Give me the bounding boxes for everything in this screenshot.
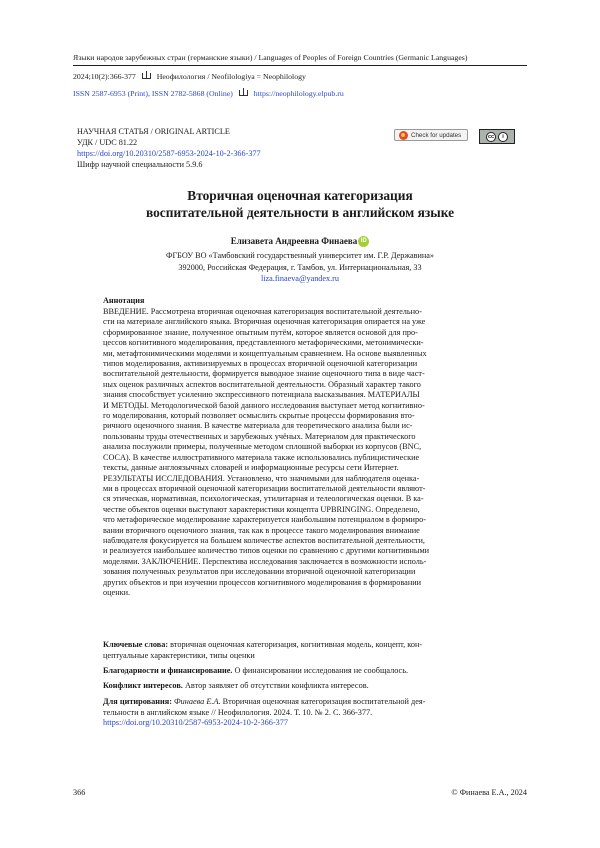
abstract-line: ных оценок различных аспектов воспитательной деятельности. Образный характер такого (103, 380, 498, 390)
abstract-line: других объектов и при изучении процессов когнитивного моделирования в формировании (103, 578, 498, 588)
article-title-line-1: Вторичная оценочная категоризация (0, 187, 600, 204)
specialty-code: Шифр научной специальности 5.9.6 (77, 160, 202, 171)
doi-link[interactable]: https://doi.org/10.20310/2587-6953-2024-10-2-366-377 (77, 149, 261, 160)
abstract-line: пользованы труды отечественных и зарубежных учёных. Материалом для практического (103, 432, 498, 442)
abstract-line: сформированное знание, полученное опытным путём, которое является основой для про- (103, 328, 498, 338)
abstract-line: знания способствует усилению экспрессивного потенциала высказывания. МАТЕРИАЛЫ (103, 390, 498, 400)
book-icon (239, 90, 248, 96)
citation-author: Финаева Е.А. (174, 697, 221, 706)
issue-number: 2024;10(2):366-377 (73, 72, 136, 81)
abstract-line: го моделирования, который позволяет осмыслить скрытые процессы формирования вто- (103, 411, 498, 421)
abstract-line: тексты, данные англоязычных словарей и информационные ресурсы сети Интернет. (103, 463, 498, 473)
copyright: © Финаева Е.А., 2024 (430, 788, 527, 799)
keywords-line-2: цептуальные характеристики, типы оценки (103, 651, 498, 661)
acknowledgments-text: О финансировании исследования не сообщалось. (235, 666, 409, 675)
journal-series-line: Языки народов зарубежных стран (германские языки) / Languages of Peoples of Foreign Countries (Germanic Languages) (73, 53, 467, 63)
author-name: Елизавета Андреевна Финаева (231, 236, 357, 246)
abstract-line: типов моделирования, активизируемых в процессах вторичной оценочной категоризации (103, 359, 498, 369)
abstract-line: ВВЕДЕНИЕ. Рассмотрена вторичная оценочная категоризация воспитательной деятельно- (103, 307, 498, 317)
abstract-line: И МЕТОДЫ. Методологической базой данного исследования выступает метод когнитивно- (103, 401, 498, 411)
abstract-line: ми, метафтонимическими моделями и концептуальным сравнением. На основе выявленных (103, 349, 498, 359)
abstract-line: ричного оценочного знания. В качестве материала для теоретического анализа были ис- (103, 421, 498, 431)
page-number: 366 (73, 788, 85, 799)
creative-commons-badge[interactable] (479, 129, 515, 144)
conflict-text: Автор заявляет об отсутствии конфликта интересов. (185, 681, 369, 690)
crossmark-icon (399, 131, 408, 140)
issn-line (73, 89, 344, 99)
abstract-line: наблюдателя фокусируется на большем количестве аспектов воспитательной деятельности, (103, 536, 498, 546)
article-title-line-2: воспитательной деятельности в английском языке (0, 204, 600, 221)
keywords-line-1 (103, 640, 498, 650)
issue-line (73, 72, 306, 82)
abstract-line: воспитательной деятельности, формируется выводное знание оценочного типа в виде част- (103, 369, 498, 379)
udc: УДК / UDC 81.22 (77, 138, 137, 149)
check-for-updates-button[interactable] (394, 129, 468, 141)
author-email[interactable]: liza.finaeva@yandex.ru (0, 274, 600, 285)
abstract-line: вании вторичного оценочного знания, так как в процессе такого моделирования внимание (103, 526, 498, 536)
journal-name: Неофилология / Neofilologiya = Neophilology (157, 72, 306, 81)
abstract-line: оценки. (103, 588, 498, 598)
author-line (0, 236, 600, 247)
check-for-updates-label: Check for updates (411, 132, 461, 139)
acknowledgments (103, 666, 498, 676)
book-icon (142, 73, 151, 79)
abstract-body (103, 307, 498, 598)
abstract-line: сти на материале английского языка. Вторичная оценочная категоризация опирается на уже (103, 317, 498, 327)
affiliation-line-2: 392000, Российская Федерация, г. Тамбов, ул. Интернациональная, 33 (0, 263, 600, 274)
abstract-line: ми в процессах вторичной оценочной категоризации воспитательной деятельности являют- (103, 484, 498, 494)
abstract-line: цессов когнитивного моделирования, представленного метафорическими, метонимически- (103, 338, 498, 348)
abstract-line: COCA). В качестве иллюстративного материала также использовались публицистические (103, 453, 498, 463)
article-type: НАУЧНАЯ СТАТЬЯ / ORIGINAL ARTICLE (77, 127, 230, 138)
citation-label: Для цитирования (103, 697, 169, 706)
attribution-icon: i (498, 132, 508, 142)
abstract-line: честве объектов оценки выступают характеристики концепта UPBRINGING. Определено, (103, 505, 498, 515)
citation-text-1: Вторичная оценочная категоризация воспитательной дея- (223, 697, 426, 706)
issn: ISSN 2587-6953 (Print), ISSN 2782-5868 (Online) (73, 89, 233, 98)
header-divider (73, 65, 527, 66)
keywords-label: Ключевые слова: (103, 640, 168, 649)
orcid-icon[interactable]: iD (358, 236, 369, 247)
abstract-line: зования полученных результатов при исследовании вторичной оценочной категоризации (103, 567, 498, 577)
citation-doi-link[interactable]: https://doi.org/10.20310/2587-6953-2024-10-2-366-377 (103, 718, 498, 728)
abstract-line: моделями. ЗАКЛЮЧЕНИЕ. Перспектива исследования заключается в возможности исполь- (103, 557, 498, 567)
abstract-line: анализа послужили примеры, полученные методом сплошной выборки из корпусов (BNC, (103, 442, 498, 452)
abstract-line: ся этическая, нормативная, психологическая, утилитарная и телеологическая оценки. В ка- (103, 494, 498, 504)
abstract-line: РЕЗУЛЬТАТЫ ИССЛЕДОВАНИЯ. Установлено, что значимыми для наблюдателя оценка- (103, 474, 498, 484)
abstract-line: что метафорическое моделирование характеризуется наибольшим потенциалом в формиро- (103, 515, 498, 525)
journal-url[interactable]: https://neophilology.elpub.ru (254, 89, 344, 98)
citation-line-1: Для цитирования: Финаева Е.А. Вторичная оценочная категоризация воспитательной дея- (103, 697, 498, 707)
abstract-heading: Аннотация (103, 296, 144, 307)
conflict-label: Конфликт интересов. (103, 681, 183, 690)
acknowledgments-label: Благодарности и финансирование. (103, 666, 232, 675)
affiliation-line-1: ФГБОУ ВО «Тамбовский государственный университет им. Г.Р. Державина» (0, 251, 600, 262)
conflict-of-interest (103, 681, 498, 691)
keywords-text: вторичная оценочная категоризация, когнитивная модель, концепт, кон- (170, 640, 422, 649)
citation-line-2: тельности в английском языке // Неофилология. 2024. Т. 10. № 2. С. 366-377. (103, 708, 498, 718)
abstract-line: и реализуется наибольшее количество типов оценки по сравнению с другими когнитивными (103, 546, 498, 556)
cc-icon: cc (486, 132, 496, 142)
